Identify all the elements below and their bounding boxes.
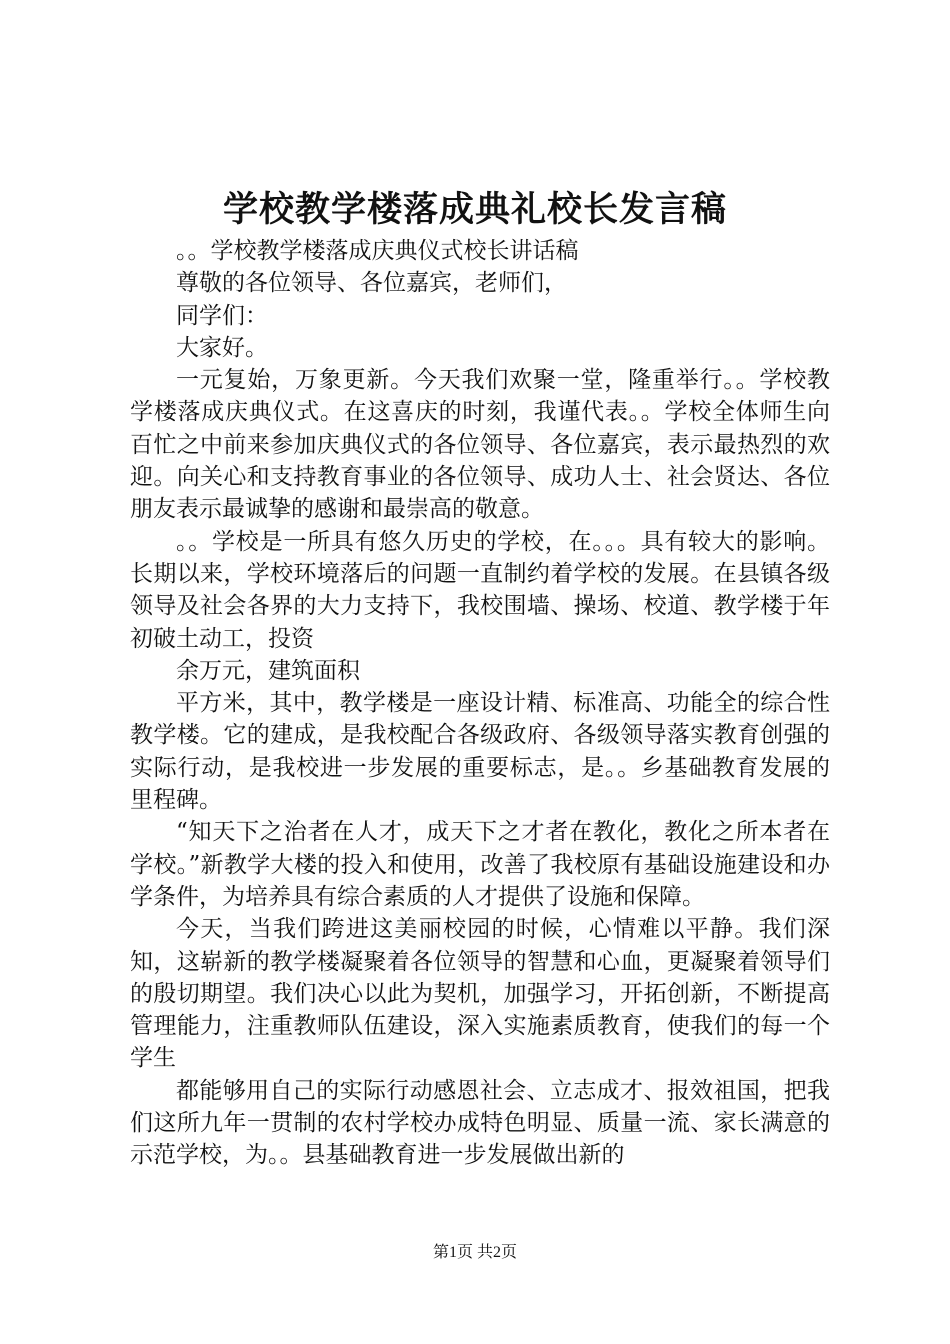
paragraph: 都能够用自己的实际行动感恩社会、立志成才、报效祖国，把我们这所九年一贯制的农村学校办成特色明显、质量一流、家长满意的示范学校，为。。县基础教育进一步发展做出新的 [130,1077,830,1169]
paragraph: 同学们： [176,302,268,329]
paragraph: 今天，当我们跨进这美丽校园的时候，心情难以平静。我们深知，这崭新的教学楼凝聚着各位领导的智慧和心血，更凝聚着领导们的殷切期望。我们决心以此为契机，加强学习，开拓创新，不断提高管理能力，注重教师队伍建设，深入实施素质教育，使我们的每一个学生 [130,916,830,1072]
paragraph: 。。学校是一所具有悠久历史的学校，在。。。具有较大的影响。长期以来，学校环境落后的问题一直制约着学校的发展。在县镇各级领导及社会各界的大力支持下，我校围墙、操场、校道、教学楼于年初破土动工，投资 [130,528,830,652]
paragraph: 余万元，建筑面积 [176,657,360,684]
paragraph: 尊敬的各位领导、各位嘉宾，老师们， [176,270,567,297]
paragraph: 平方米，其中，教学楼是一座设计精、标准高、功能全的综合性教学楼。它的建成，是我校配合各级政府、各级领导落实教育创强的实际行动，是我校进一步发展的重要标志，是。。乡基础教育发展的里程碑。 [130,690,830,814]
paragraph: “知天下之治者在人才，成天下之才者在教化，教化之所本者在学校。”新教学大楼的投入和使用，改善了我校原有基础设施建设和办学条件，为培养具有综合素质的人才提供了设施和保障。 [130,819,830,910]
page-footer: 第1页 共2页 [432,1244,517,1261]
paragraph: 。。学校教学楼落成庆典仪式校长讲话稿 [176,238,579,264]
document-title: 学校教学楼落成典礼校长发言稿 [222,189,727,230]
paragraph: 一元复始，万象更新。今天我们欢聚一堂，隆重举行。。学校教学楼落成庆典仪式。在这喜庆的时刻，我谨代表。。学校全体师生向百忙之中前来参加庆典仪式的各位领导、各位嘉宾，表示最热烈的欢迎。向关心和支持教育事业的各位领导、成功人士、社会贤达、各位朋友表示最诚挚的感谢和最崇高的敬意。 [130,367,830,523]
document-body [130,235,830,1172]
paragraph: 大家好。 [176,334,268,361]
